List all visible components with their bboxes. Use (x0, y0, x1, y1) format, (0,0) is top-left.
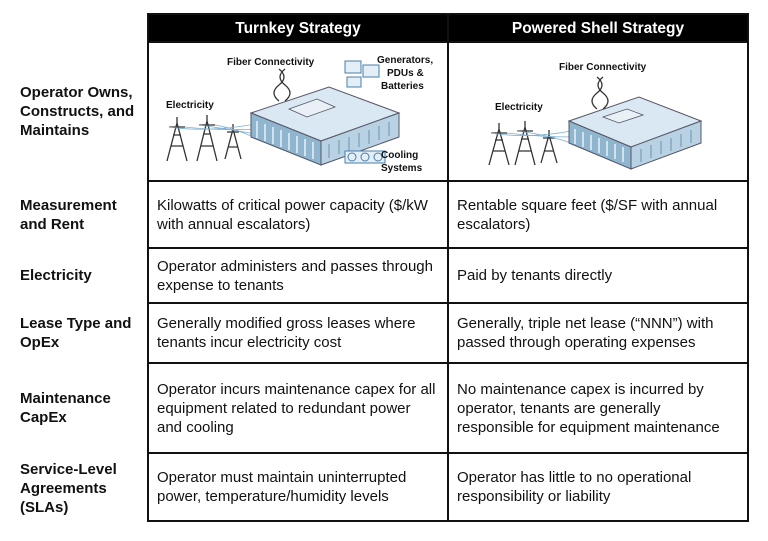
powered-shell-illustration-cell (448, 42, 748, 181)
turnkey-lease-type: Generally modified gross leases where tenants incur electricity cost (148, 303, 448, 363)
electricity-caption: Electricity (495, 102, 543, 113)
turnkey-illustration-cell (148, 42, 448, 181)
fiber-connectivity-caption: Fiber Connectivity (559, 62, 647, 73)
power-pylon-icon (167, 115, 241, 161)
fiber-connectivity-icon (274, 69, 290, 101)
fiber-connectivity-caption: Fiber Connectivity (227, 57, 315, 68)
cooling-systems-icon (345, 151, 385, 163)
turnkey-maintenance-capex: Operator incurs maintenance capex for all equipment related to redundant power and cooling (148, 363, 448, 453)
powered-shell-data-center-illustration (449, 43, 747, 180)
fiber-connectivity-icon (592, 77, 608, 109)
powered-shell-slas: Operator has little to no operational responsibility or liability (448, 453, 748, 521)
powered-shell-lease-type: Generally, triple net lease (“NNN”) with passed through operating expenses (448, 303, 748, 363)
row-label-operator-owns: Operator Owns, Constructs, and Maintains (20, 84, 135, 139)
generators-caption: Generators, (377, 55, 434, 66)
powered-shell-measurement-rent: Rentable square feet ($/SF with annual escalators) (448, 181, 748, 248)
turnkey-slas: Operator must maintain uninterrupted power, temperature/humidity levels (148, 453, 448, 521)
turnkey-measurement-rent: Kilowatts of critical power capacity ($/kW with annual escalators) (148, 181, 448, 248)
generators-icon (345, 61, 379, 87)
column-header-powered-shell: Powered Shell Strategy (448, 14, 748, 42)
turnkey-electricity: Operator administers and passes through expense to tenants (148, 248, 448, 303)
row-label-slas: Service-Level Agreements (SLAs) (20, 460, 117, 516)
pdus-caption: PDUs & (387, 68, 424, 79)
column-header-turnkey: Turnkey Strategy (148, 14, 448, 42)
strategy-comparison-table (147, 13, 749, 522)
row-label-lease-type: Lease Type and OpEx (20, 315, 132, 351)
row-label-maintenance-capex: Maintenance CapEx (20, 390, 111, 426)
cooling-caption: Cooling (381, 150, 419, 161)
powered-shell-maintenance-capex: No maintenance capex is incurred by operator, tenants are generally responsible for equipment maintenance (448, 363, 748, 453)
row-label-electricity: Electricity (20, 267, 92, 284)
row-label-measurement-rent: Measurement and Rent (20, 196, 117, 233)
data-center-building-icon (569, 97, 701, 169)
electricity-caption: Electricity (166, 100, 214, 111)
turnkey-data-center-illustration (149, 43, 447, 180)
power-pylon-icon (489, 121, 557, 165)
powered-shell-electricity: Paid by tenants directly (448, 248, 748, 303)
batteries-caption: Batteries (381, 81, 424, 92)
systems-caption: Systems (381, 163, 423, 174)
